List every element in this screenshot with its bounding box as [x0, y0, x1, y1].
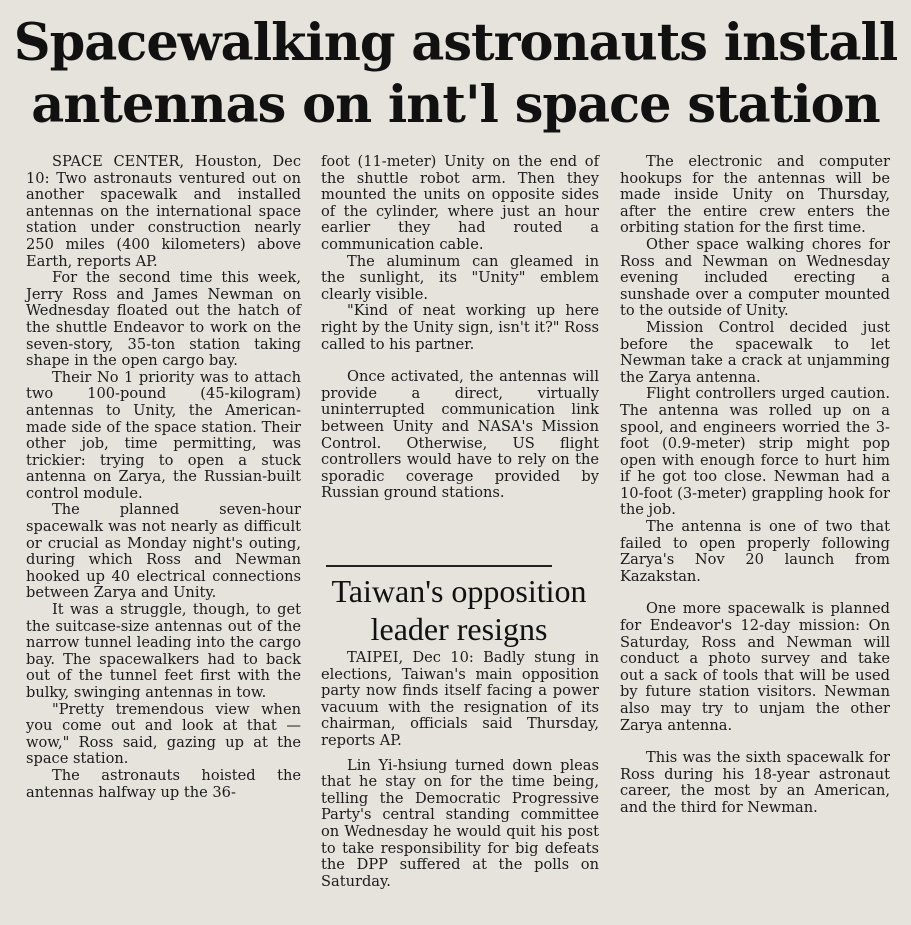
- section-divider: [326, 565, 552, 567]
- paragraph: foot (11-meter) Unity on the end of the shuttle robot arm. Then they mounted the units on opposite sides of the cylinder, where just an hour earlier they had routed a communication cable.: [321, 153, 599, 253]
- taiwan-article-column: [321, 650, 599, 890]
- paragraph: TAIPEI, Dec 10: Badly stung in elections, Taiwan's main opposition party now finds itself facing a power vacuum with the resignation of its chairman, officials said Thursday, reports AP.: [321, 649, 599, 749]
- paragraph: The aluminum can gleamed in the sunlight, its "Unity" emblem clearly visible.: [321, 252, 599, 303]
- subheadline: Taiwan's opposition leader resigns: [331, 573, 587, 647]
- article-column-1: [26, 154, 301, 801]
- paragraph: One more spacewalk is planned for Endeavor's 12-day mission: On Saturday, Ross and Newman will conduct a photo survey and take out a sack of tools that will be used by future station visitors. Newman also may try to unjam the other Zarya antenna.: [620, 600, 890, 734]
- paragraph: Their No 1 priority was to attach two 100-pound (45-kilogram) antennas to Unity, the American-made side of the space station. Their other job, time permitting, was trickier: trying to open a stuck antenna on Zarya, the Russian-built control module.: [26, 368, 301, 502]
- paragraph: The astronauts hoisted the antennas halfway up the 36-: [26, 766, 301, 801]
- paragraph: For the second time this week, Jerry Ross and James Newman on Wednesday floated out the hatch of the shuttle Endeavor to work on the seven-story, 35-ton station taking shape in the open cargo bay.: [26, 269, 301, 370]
- paragraph: This was the sixth spacewalk for Ross during his 18-year astronaut career, the most by an American, and the third for Newman.: [620, 749, 890, 816]
- paragraph: SPACE CENTER, Houston, Dec 10: Two astronauts ventured out on another spacewalk and installed antennas on the international space station under construction nearly 250 miles (400 kilometers) above Earth, reports AP.: [26, 153, 301, 270]
- paragraph: Once activated, the antennas will provide a direct, virtually uninterrupted communication link between Unity and NASA's Mission Control. Otherwise, US flight controllers would have to rely on the sporadic coverage provided by Russian ground stations.: [321, 368, 599, 502]
- article-column-3: [620, 154, 890, 817]
- paragraph: "Pretty tremendous view when you come out and look at that — wow," Ross said, gazing up at the space station.: [26, 700, 301, 768]
- paragraph: It was a struggle, though, to get the suitcase-size antennas out of the narrow tunnel leading into the cargo bay. The spacewalkers had to back out of the tunnel feet first with the bulky, swinging antennas in tow.: [26, 601, 301, 701]
- paragraph: Lin Yi-hsiung turned down pleas that he stay on for the time being, telling the Democratic Progressive Party's central standing committee on Wednesday he would quit his post to take responsibility for big defeats the DPP suffered at the polls on Saturday.: [321, 756, 599, 890]
- paragraph: "Kind of neat working up here right by the Unity sign, isn't it?" Ross called to his partner.: [321, 302, 599, 353]
- paragraph: The planned seven-hour spacewalk was not nearly as difficult or crucial as Monday night's outing, during which Ross and Newman hooked up 40 electrical connections between Zarya and Unity.: [26, 501, 301, 602]
- paragraph: The antenna is one of two that failed to open properly following Zarya's Nov 20 launch from Kazakstan.: [620, 518, 890, 585]
- paragraph: The electronic and computer hookups for the antennas will be made inside Unity on Thursday, after the entire crew enters the orbiting station for the first time.: [620, 153, 890, 237]
- headline: Spacewalking astronauts install antennas on int'l space station: [13, 13, 898, 135]
- paragraph: Mission Control decided just before the spacewalk to let Newman take a crack at unjamming the Zarya antenna.: [620, 318, 890, 386]
- paragraph: Other space walking chores for Ross and Newman on Wednesday evening included erecting a sunshade over a computer mounted to the outside of Unity.: [620, 235, 890, 320]
- paragraph: Flight controllers urged caution. The antenna was rolled up on a spool, and engineers worried the 3-foot (0.9-meter) strip might pop open with enough force to hurt him if he got too close. Newman had a 10-foot (3-meter) grappling hook for the job.: [620, 385, 890, 519]
- article-column-2: [321, 154, 599, 502]
